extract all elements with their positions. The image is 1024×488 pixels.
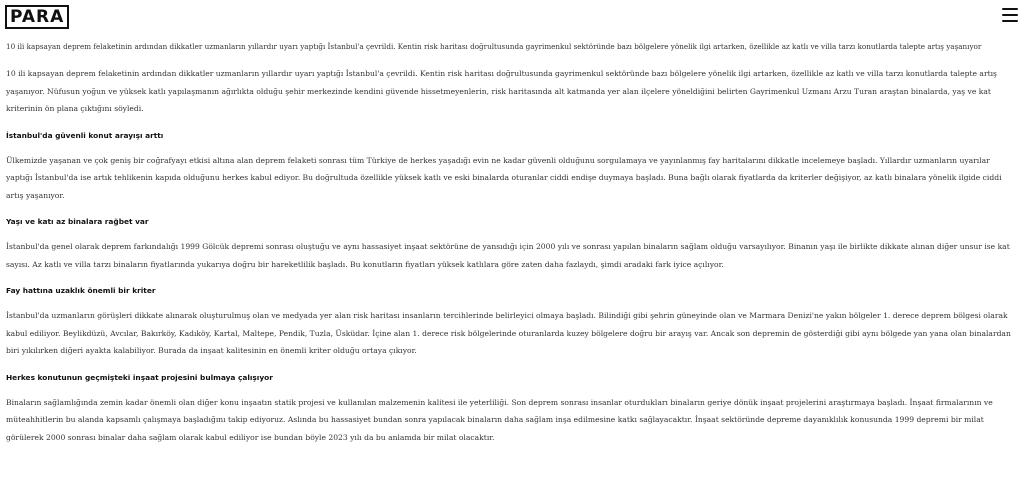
article-lead: 10 ili kapsayan deprem felaketinin ardından dikkatler uzmanların yıllardır uyarı yaptığı İstanbul'a çevrildi. Kentin risk haritası doğrultusunda gayrimenkul sektöründe bazı bölgelere yönelik ilgi artarken, özellikle az katlı ve villa tarzı konutlarda talepte artış yaşanıyor <box>6 42 982 51</box>
menu-line <box>1002 14 1018 16</box>
section-heading: Yaşı ve katı az binalara rağbet var <box>6 217 149 226</box>
section-paragraph: Ülkemizde yaşanan ve çok geniş bir coğrafyayı etkisi altına alan deprem felaketi sonrası tüm Türkiye de herkes yaşadığı evin ne kadar güvenli olduğunu sorgulamaya ve yayınlanmış fay haritalarını dikkatle incelemeye başladı. Yıllardır uzmanların uyarılar yaptığı İstanbul'da ise artık tehlikenin kapıda olduğunu herkes kabul ediyor. Bu doğrultuda özellikle yüksek katlı ve eski binalarda oturanlar ciddi endişe duymaya başladı. Buna bağlı olarak fiyatlarda da kriterler değişiyor, az katlı binalara yönelik ilgide ciddi artış yaşanıyor. <box>6 155 1002 200</box>
section-paragraph: Binaların sağlamlığında zemin kadar önemli olan diğer konu inşaatın statik projesi ve kullanılan malzemenin kalitesi ile yeterliliği. Son deprem sonrası insanlar oturdukları binaların geriye dönük inşaat projelerini araştırmaya başladı. İnşaat firmalarının ve müteahhitlerin bu alanda kapsamlı çalışmaya başladığını takip ediyoruz. Aslında bu hassasiyet bundan sonra yapılacak binaların daha sağlam inşa edilmesine katkı sağlayacaktır. İnşaat sektöründe depreme dayanıklılık konusunda 1999 depremi bir milat görülerek 2000 sonrası binalar daha sağlam olarak kabul ediliyor ise bundan böyle 2023 yılı da bu anlamda bir milat olacaktır. <box>6 397 993 442</box>
section-heading: Fay hattına uzaklık önemli bir kriter <box>6 286 156 295</box>
site-header <box>0 0 1024 30</box>
section-heading: İstanbul'da güvenli konut arayışı arttı <box>6 130 164 140</box>
section-paragraph: İstanbul'da genel olarak deprem farkındalığı 1999 Gölcük depremi sonrası oluştuğu ve aynı hassasiyet inşaat sektörüne de yansıdığı için 2000 yılı ve sonrası yapılan binaların sağlam olduğu varsayılıyor. Binanın yaşı ile birlikte dikkate alınan diğer unsur ise kat sayısı. Az katlı ve villa tarzı binaların fiyatlarında yukarıya doğru bir hareketlilik başladı. Bu konutların fiyatları yüksek katlılara göre zaten daha fazlaydı, şimdi aradaki fark iyice açılıyor. <box>6 242 1010 269</box>
article-intro: 10 ili kapsayan deprem felaketinin ardından dikkatler uzmanların yıllardır uyarı yaptığı İstanbul'a çevrildi. Kentin risk haritası doğrultusunda gayrimenkul sektöründe bazı bölgelere yönelik ilgi artarken, özellikle az katlı ve villa tarzı konutlarda talepte artış yaşanıyor. Nüfusun yoğun ve yüksek katlı yapılaşmanın ağırlıkta olduğu şehir merkezinde kendini güvende hissetmeyenlerin, risk haritasında alt katmanda yer alan ilçelere yöneldiğini belirten Gayrimenkul Uzmanı Arzu Turan araştan binalarda, yaş ve kat kriterinin ön plana çıktığını söyledi. <box>6 69 997 113</box>
para-logo[interactable]: PARA <box>5 5 69 29</box>
hamburger-menu-icon[interactable] <box>1002 8 1018 22</box>
section-paragraph: İstanbul'da uzmanların görüşleri dikkate alınarak oluşturulmuş olan ve medyada yer alan risk haritası insanların tercihlerinde belirleyici olmaya başladı. Bilindiği gibi şehrin güneyinde olan ve Marmara Denizi'ne yakın bölgeler 1. derece deprem bölgesi olarak kabul ediliyor. Beylikdüzü, Avcılar, Bakırköy, Kadıköy, Kartal, Maltepe, Pendik, Tuzla, Üsküdar. İçine alan 1. derece risk bölgelerinde oturanlarda kuzey bölgelere doğru bir arayış var. Ancak son depremin de gösterdiği gibi aynı bölgede yan yana olan binalardan biri yıkılırken diğeri ayakta kalabiliyor. Burada da inşaat kalitesinin en önemli kriter olduğu ortaya çıkıyor. <box>6 311 1011 355</box>
article-body <box>0 30 1024 446</box>
menu-line <box>1002 8 1018 10</box>
section-heading: Herkes konutunun geçmişteki inşaat projesini bulmaya çalışıyor <box>6 372 273 382</box>
menu-line <box>1002 20 1018 22</box>
